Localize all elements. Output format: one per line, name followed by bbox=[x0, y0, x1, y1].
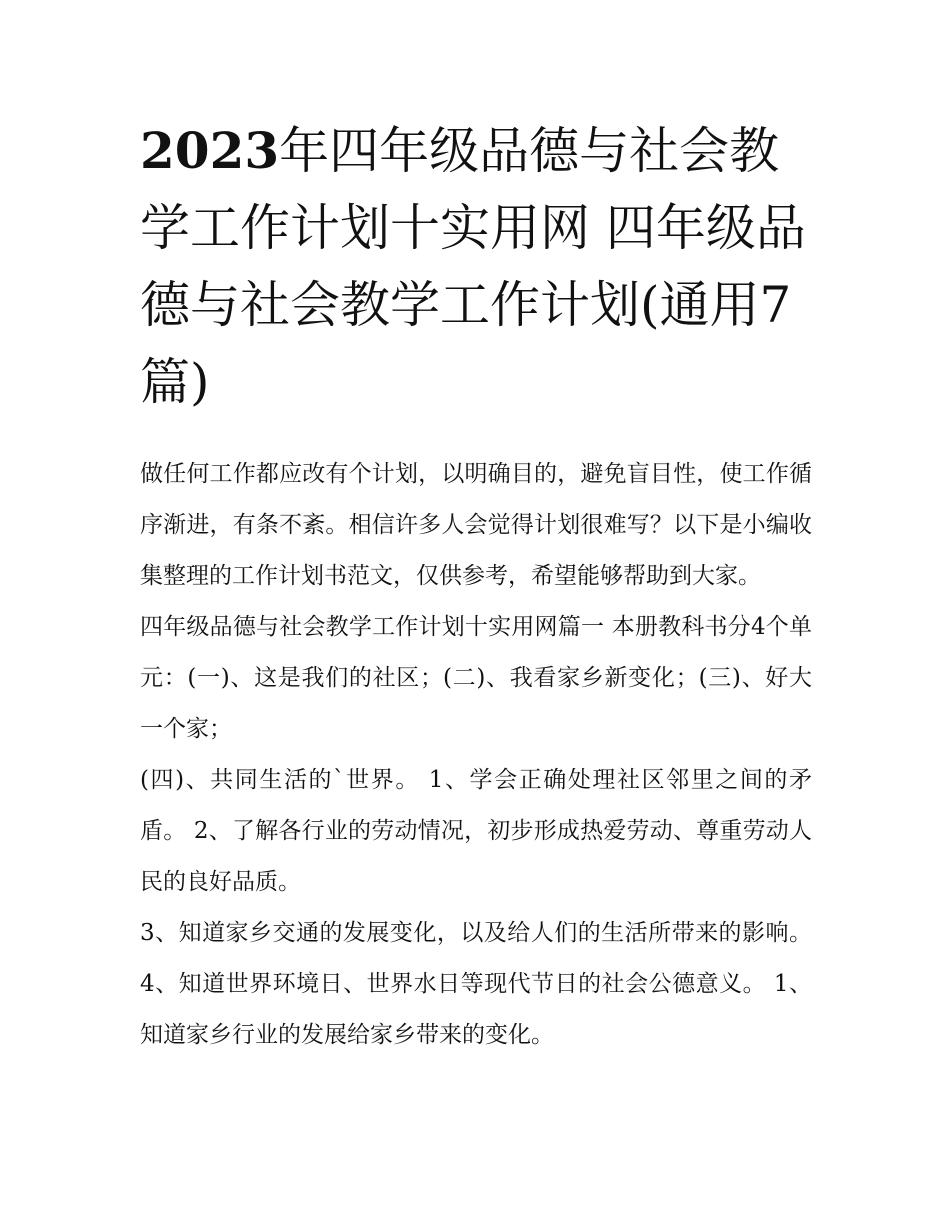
document-title bbox=[140, 112, 812, 421]
intro-paragraph: 做任何工作都应改有个计划，以明确目的，避免盲目性，使工作循序渐进，有条不紊。相信许多人会觉得计划很难写？以下是小编收集整理的工作计划书范文，仅供参考，希望能够帮助到大家。 bbox=[140, 461, 812, 589]
document-page bbox=[140, 112, 812, 1061]
body-paragraph-2: (四)、共同生活的`世界。 1、学会正确处理社区邻里之间的矛盾。 2、了解各行业的劳动情况，初步形成热爱劳动、尊重劳动人民的良好品质。 bbox=[140, 767, 812, 895]
body-paragraph-3: 3、知道家乡交通的发展变化，以及给人们的生活所带来的影响。 4、知道世界环境日、世界水日等现代节日的社会公德意义。 1、知道家乡行业的发展给家乡带来的变化。 bbox=[140, 920, 812, 1048]
title-text: 年四年级品德与社会教学工作计划十实用网 四年级品德与社会教学工作计划(通用7篇) bbox=[140, 122, 806, 411]
title-year: 2023 bbox=[140, 121, 280, 180]
body-paragraph-1: 四年级品德与社会教学工作计划十实用网篇一 本册教科书分4个单元：(一)、这是我们的社区；(二)、我看家乡新变化；(三)、好大一个家； bbox=[140, 614, 812, 742]
